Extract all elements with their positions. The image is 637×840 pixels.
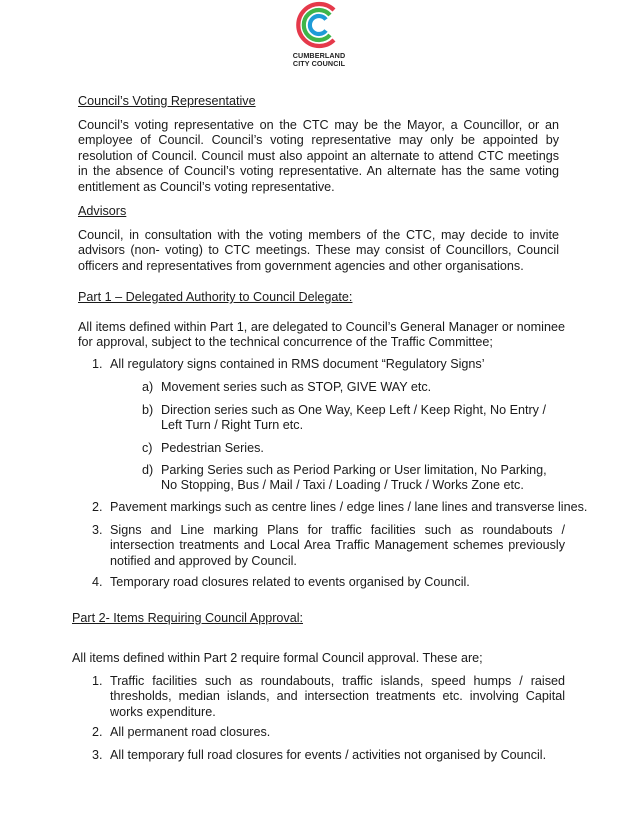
advisors-heading: Advisors xyxy=(78,204,127,218)
part1-item-2-number: 2. xyxy=(92,500,103,514)
part1-intro: All items defined within Part 1, are delegated to Council’s General Manager or nominee for approval, subject to the technical concurrence of the Traffic Committee; xyxy=(78,320,565,350)
voting-heading: Council’s Voting Representative xyxy=(78,94,256,108)
part1-subitem-a-text: Movement series such as STOP, GIVE WAY etc. xyxy=(161,380,432,394)
logo-line-1: CUMBERLAND xyxy=(292,51,346,60)
voting-body: Council’s voting representative on the CTC may be the Mayor, a Councillor, or an employee of Council. Council’s voting representative may only be appointed by resolution of Council. Council must also appoint an alternate to attend CTC meetings in the absence of Council’s voting representative. An alternate has the same voting entitlement as Council’s voting representative. xyxy=(78,118,559,194)
part2-item-1-text: Traffic facilities such as roundabouts, traffic islands, speed humps / raised thresholds, median islands, and intersection treatments etc. involving Capital works expenditure. xyxy=(110,674,565,719)
part1-item-4-number: 4. xyxy=(92,575,103,589)
council-logo-mark-icon xyxy=(294,0,344,50)
part2-item-2-number: 2. xyxy=(92,725,103,739)
part1-subitem-c-letter: c) xyxy=(142,441,153,455)
part1-subitem-b-text: Direction series such as One Way, Keep Left / Keep Right, No Entry / Left Turn / Right Turn etc. xyxy=(161,403,546,433)
logo-line-2: CITY COUNCIL xyxy=(292,58,346,68)
part2-item-3-number: 3. xyxy=(92,748,103,762)
part2-item-1-number: 1. xyxy=(92,674,103,688)
part1-subitem-d-letter: d) xyxy=(142,463,154,477)
part1-item-1-text: All regulatory signs contained in RMS document “Regulatory Signs’ xyxy=(110,357,485,371)
logo-wordmark xyxy=(286,52,352,68)
part1-heading: Part 1 – Delegated Authority to Council Delegate: xyxy=(78,290,353,304)
part1-subitem-d-text: Parking Series such as Period Parking or User limitation, No Parking, No Stopping, Bus / Mail / Taxi / Loading / Truck / Works Zone etc. xyxy=(161,463,547,493)
part1-subitem-a-letter: a) xyxy=(142,380,154,394)
advisors-body: Council, in consultation with the voting members of the CTC, may decide to invite advisors (non- voting) to CTC meetings. These may consist of Councillors, Council officers and representatives from government agencies and other organisations. xyxy=(78,228,559,273)
part1-item-2-text: Pavement markings such as centre lines / edge lines / lane lines and transverse lines. xyxy=(110,500,588,514)
council-logo xyxy=(286,0,352,68)
part2-item-2-text: All permanent road closures. xyxy=(110,725,271,739)
part2-intro: All items defined within Part 2 require formal Council approval. These are; xyxy=(72,651,483,665)
part1-item-3-number: 3. xyxy=(92,523,103,537)
part2-item-3-text: All temporary full road closures for events / activities not organised by Council. xyxy=(110,748,547,762)
part1-subitem-b-letter: b) xyxy=(142,403,154,417)
part1-subitem-c-text: Pedestrian Series. xyxy=(161,441,264,455)
part1-item-3-text: Signs and Line marking Plans for traffic facilities such as roundabouts / intersection treatments and Local Area Traffic Management schemes previously notified and approved by Council. xyxy=(110,523,565,568)
part1-item-1-number: 1. xyxy=(92,357,103,371)
part2-heading: Part 2- Items Requiring Council Approval: xyxy=(72,611,303,625)
part1-item-4-text: Temporary road closures related to events organised by Council. xyxy=(110,575,470,589)
